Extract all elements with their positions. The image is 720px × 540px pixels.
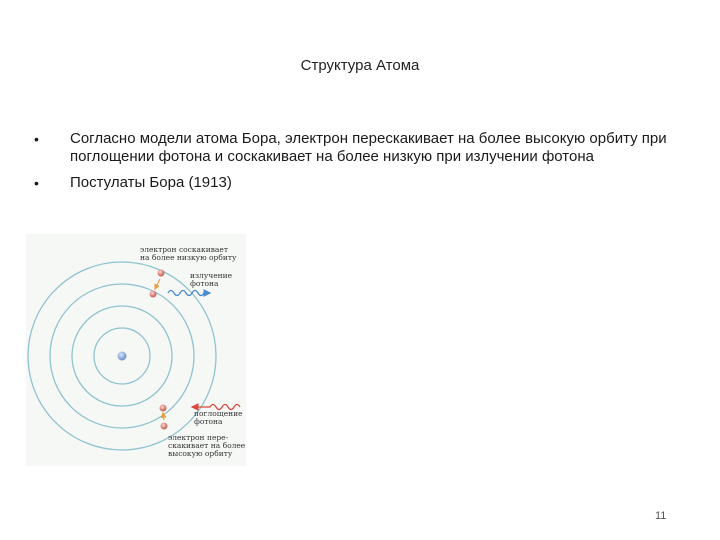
electron-upper-outer [158,270,165,277]
bullet-item [34,130,694,166]
bullet-item [34,174,694,192]
bullet-text-bohr-model: Согласно модели атома Бора, электрон перескакивает на более высокую орбиту при поглощении фотона и соскакивает на более низкую при излучении фотона [70,130,667,165]
nucleus [118,352,127,361]
slide-title: Структура Атома [300,57,420,74]
electron-lower-outer [161,423,168,430]
page-number: 11 [655,510,667,522]
electron-upper-inner [150,291,157,298]
bohr-atom-diagram [26,234,246,466]
bullet-text-bohr-postulates: Постулаты Бора (1913) [70,174,232,191]
bohr-atom-svg [26,234,246,466]
emitted-photon-wave [168,291,210,296]
label-electron-jumps-down: электрон соскакивает на более низкую орбиту [140,245,237,262]
electron-lower-inner [160,405,167,412]
bullet-marker: • [34,175,39,191]
bullet-marker: • [34,131,39,147]
transition-arrow-down [155,279,160,289]
bullet-list [34,130,694,200]
label-photon-absorption: поглощение фотона [194,409,243,426]
label-electron-jumps-up: электрон пере- скакивает на более высокую орбиту [168,433,246,458]
label-photon-emission: излучение фотона [190,271,233,288]
